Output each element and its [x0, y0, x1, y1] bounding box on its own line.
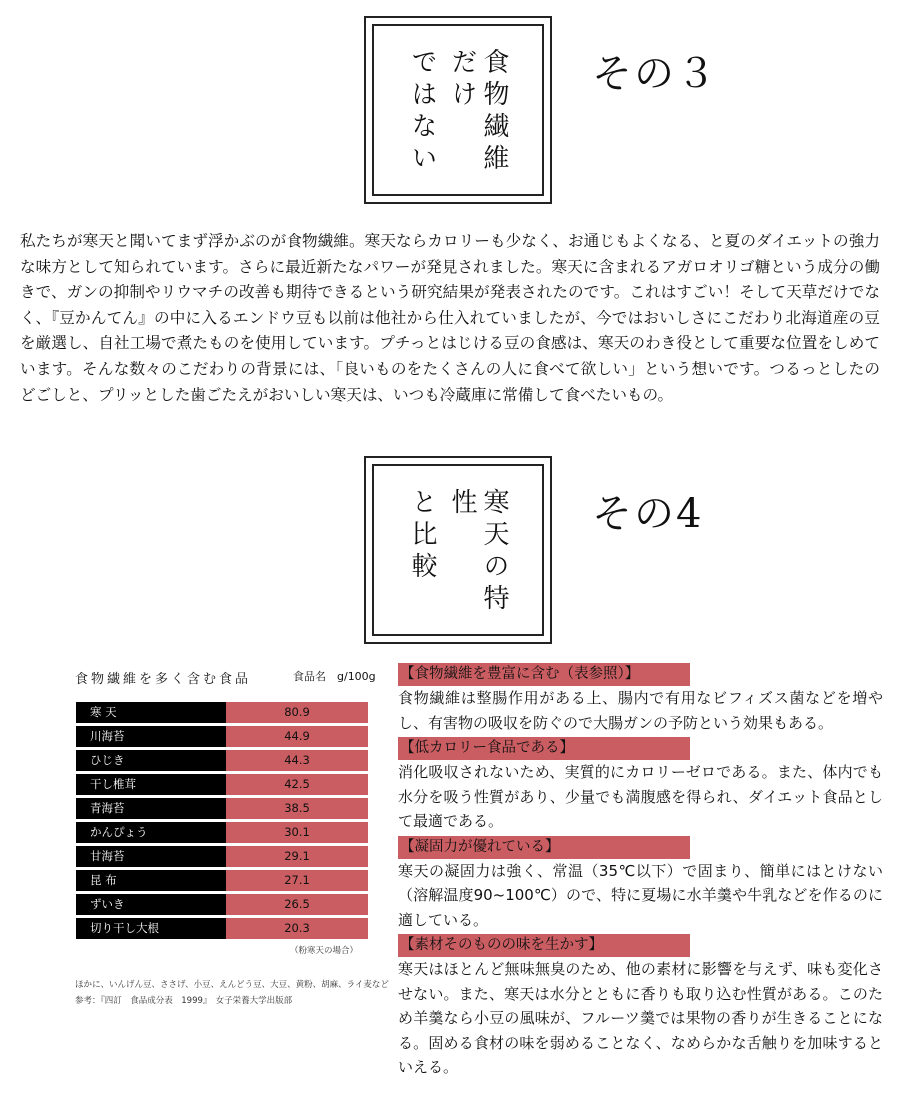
- fiber-table-food-value: 27.1: [226, 870, 368, 891]
- section4-number: その4: [592, 491, 704, 537]
- fiber-table-food-name: 切り干し大根: [76, 918, 226, 939]
- section4-title-inner: [372, 464, 544, 636]
- fiber-table-food-name: 川海苔: [76, 726, 226, 747]
- fiber-table-row: [76, 750, 368, 771]
- fiber-table-food-value: 44.9: [226, 726, 368, 747]
- property-body: 寒天の凝固力は強く、常温（35℃以下）で固まり、簡単にはとけない（溶解温度90~100℃）ので、特に夏場に水羊羹や牛乳などを作るのに適している。: [398, 861, 883, 929]
- fiber-table-row: [76, 894, 368, 915]
- properties-column: [398, 662, 883, 1082]
- property-body: 寒天はほとんど無味無臭のため、他の素材に影響を与えず、味も変化させない。また、寒天は水分とともに香りも取り込む性質がある。このため羊羹なら小豆の風味が、フルーツ羹では果物の香りが生きることになる。固める食材の味を弱めることなく、なめらかな舌触りを加味するといえる。: [398, 960, 883, 1076]
- property-body: 消化吸収されないため、実質的にカロリーゼロである。また、体内でも水分を吸う性質があり、少量でも満腹感を得られ、ダイエット食品として最適である。: [398, 763, 883, 830]
- section3-body: 私たちが寒天と聞いてまず浮かぶのが食物繊維。寒天ならカロリーも少なく、お通じもよくなる、と夏のダイエットの強力な味方として知られています。さらに最近新たなパワーが発見されました。寒天に含まれるアガロオリゴ糖という成分の働きで、ガンの抑制やリウマチの改善も期待できるという研究結果が発表されたのです。これはすごい！そして天草だけでなく、『豆かんてん』の中に入るエンドウ豆も以前は他社から仕入れていましたが、今ではおいしさにこだわり北海道産の豆を厳選し、自社工場で煮たものを使用しています。プチっとはじける豆の食感は、寒天のわき役として重要な位置をしめています。そんな数々のこだわりの背景には、「良いものをたくさんの人に食べて欲しい」という想いです。つるっとしたのどごしと、プリッとした歯ごたえがおいしい寒天は、いつも冷蔵庫に常備して食べたいもの。: [20, 232, 880, 404]
- fiber-table-food-value: 20.3: [226, 918, 368, 939]
- fiber-table-food-name: 昆 布: [76, 870, 226, 891]
- fiber-table: [76, 702, 368, 942]
- section3-title-line2: ではない: [407, 48, 437, 176]
- fiber-table-title: 食物繊維を多く含む食品: [75, 672, 252, 687]
- fiber-table-row: [76, 726, 368, 747]
- fiber-table-footer-1: ほかに、いんげん豆、ささげ、小豆、えんどう豆、大豆、黄粉、胡麻、ライ麦など: [75, 980, 389, 990]
- property-heading: 【低カロリー食品である】: [398, 737, 690, 760]
- fiber-table-food-value: 38.5: [226, 798, 368, 819]
- section4-title-frame: [364, 456, 552, 644]
- section3-number: その３: [592, 51, 718, 97]
- section4-title-line2: と比較: [407, 488, 437, 584]
- property-heading: 【食物繊維を豊富に含む（表参照）】: [398, 663, 690, 686]
- fiber-table-food-name: 寒 天: [76, 702, 226, 723]
- fiber-table-row: [76, 798, 368, 819]
- fiber-table-food-name: かんぴょう: [76, 822, 226, 843]
- fiber-table-food-value: 29.1: [226, 846, 368, 867]
- fiber-table-row: [76, 870, 368, 891]
- fiber-table-food-name: 干し椎茸: [76, 774, 226, 795]
- fiber-table-row: [76, 846, 368, 867]
- fiber-table-row: [76, 918, 368, 939]
- fiber-table-row: [76, 774, 368, 795]
- fiber-table-food-name: 甘海苔: [76, 846, 226, 867]
- fiber-table-note: （粉寒天の場合）: [290, 946, 359, 956]
- section4-title-line1: 寒天の特性: [447, 488, 509, 616]
- property-heading: 【凝固力が優れている】: [398, 836, 690, 859]
- fiber-table-food-value: 26.5: [226, 894, 368, 915]
- fiber-table-row: [76, 702, 368, 723]
- section3-title-line1: 食物繊維だけ: [447, 48, 509, 176]
- fiber-table-food-value: 42.5: [226, 774, 368, 795]
- fiber-table-unit: 食品名 g/100g: [293, 670, 376, 683]
- section3-title-frame: [364, 16, 552, 204]
- fiber-table-food-name: ひじき: [76, 750, 226, 771]
- property-body: 食物繊維は整腸作用がある上、腸内で有用なビフィズス菌などを増やし、有害物の吸収を防ぐので大腸ガンの予防という効果もある。: [398, 689, 883, 732]
- fiber-table-row: [76, 822, 368, 843]
- fiber-table-food-name: ずいき: [76, 894, 226, 915]
- fiber-table-food-value: 80.9: [226, 702, 368, 723]
- fiber-table-food-value: 44.3: [226, 750, 368, 771]
- section3-title-inner: [372, 24, 544, 196]
- fiber-table-food-name: 青海苔: [76, 798, 226, 819]
- fiber-table-footer-2: 参考：『四訂 食品成分表 1999』 女子栄養大学出版部: [75, 996, 293, 1006]
- fiber-table-food-value: 30.1: [226, 822, 368, 843]
- property-heading: 【素材そのものの味を生かす】: [398, 934, 690, 957]
